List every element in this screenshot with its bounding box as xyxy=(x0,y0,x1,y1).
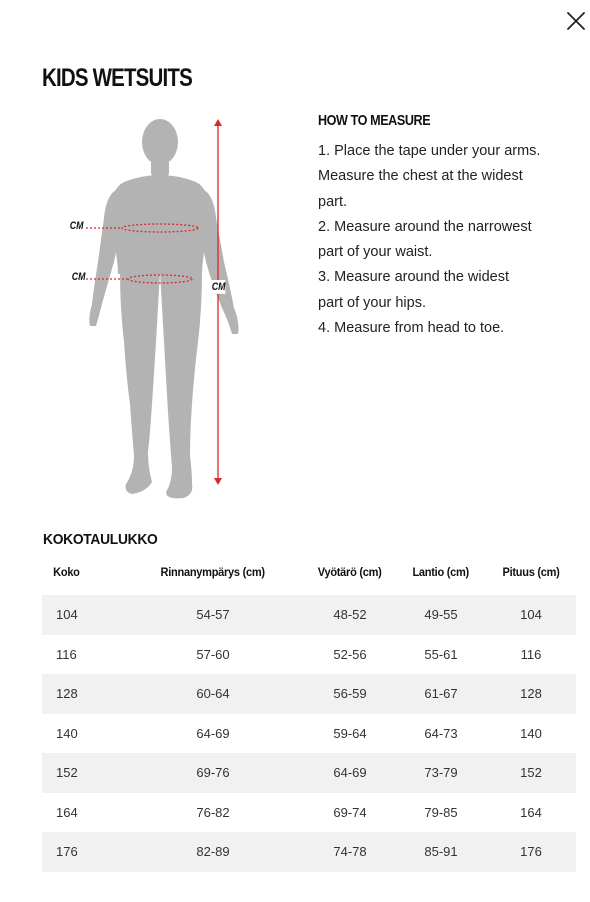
how-to-measure-title: HOW TO MEASURE xyxy=(318,112,431,129)
cell-chest: 64-69 xyxy=(196,725,230,741)
cell-height: 104 xyxy=(486,595,576,635)
chest-cm-label: CM xyxy=(69,220,84,232)
table-row xyxy=(42,635,576,675)
column-header-height: Pituus (cm) xyxy=(502,564,560,579)
cell-size: 128 xyxy=(42,674,122,714)
body-measurement-figure xyxy=(62,112,262,504)
close-button[interactable] xyxy=(564,9,588,33)
cell-height: 164 xyxy=(520,804,542,820)
hip-cm-label: CM xyxy=(71,271,86,283)
cell-waist: 52-56 xyxy=(333,646,367,662)
cell-hip: 64-73 xyxy=(424,725,458,741)
cell-chest: 54-57 xyxy=(122,595,304,635)
table-row xyxy=(42,595,576,635)
cell-waist: 74-78 xyxy=(304,832,396,872)
close-icon xyxy=(564,9,588,33)
page-title: KIDS WETSUITS xyxy=(42,64,192,92)
instruction-line: 3. Measure around the widest xyxy=(318,269,510,286)
cell-size: 116 xyxy=(56,646,77,662)
cell-hip: 79-85 xyxy=(424,804,458,820)
cell-height: 152 xyxy=(486,753,576,793)
instruction-line: part. xyxy=(318,193,348,210)
cell-waist: 48-52 xyxy=(304,595,396,635)
column-header-size: Koko xyxy=(53,564,80,579)
height-cm-label: CM xyxy=(211,281,226,293)
cell-hip: 73-79 xyxy=(396,753,486,793)
cell-size: 164 xyxy=(56,804,78,820)
cell-hip: 49-55 xyxy=(396,595,486,635)
cell-waist: 69-74 xyxy=(333,804,367,820)
cell-chest: 69-76 xyxy=(122,753,304,793)
cell-height: 128 xyxy=(486,674,576,714)
cell-waist: 64-69 xyxy=(304,753,396,793)
how-to-measure-text xyxy=(318,139,563,341)
table-row xyxy=(42,753,576,793)
cell-size: 104 xyxy=(42,595,122,635)
cell-hip: 55-61 xyxy=(424,646,458,662)
table-row xyxy=(42,674,576,714)
cell-height: 116 xyxy=(520,646,542,662)
cell-height: 140 xyxy=(520,725,542,741)
column-header-chest: Rinnanympärys (cm) xyxy=(160,564,266,579)
size-chart-header-row xyxy=(42,553,576,595)
instruction-line: part of your waist. xyxy=(318,244,433,261)
cell-height: 176 xyxy=(486,832,576,872)
size-chart-title: KOKOTAULUKKO xyxy=(43,531,158,548)
table-row xyxy=(42,714,576,754)
cell-hip: 61-67 xyxy=(396,674,486,714)
size-chart-table xyxy=(42,553,576,872)
table-row xyxy=(42,793,576,833)
cell-size: 152 xyxy=(42,753,122,793)
cell-waist: 59-64 xyxy=(333,725,367,741)
instruction-line: 2. Measure around the narrowest xyxy=(318,218,532,235)
body-silhouette-icon xyxy=(62,112,262,504)
cell-waist: 56-59 xyxy=(304,674,396,714)
cell-chest: 82-89 xyxy=(122,832,304,872)
instruction-line: Measure the chest at the widest xyxy=(318,168,523,185)
cell-size: 140 xyxy=(56,725,78,741)
cell-hip: 85-91 xyxy=(396,832,486,872)
cell-size: 176 xyxy=(42,832,122,872)
cell-chest: 57-60 xyxy=(196,646,230,662)
instruction-line: 4. Measure from head to toe. xyxy=(318,320,505,337)
column-header-waist: Vyötärö (cm) xyxy=(318,564,382,579)
cell-chest: 76-82 xyxy=(196,804,230,820)
cell-chest: 60-64 xyxy=(122,674,304,714)
column-header-hip: Lantio (cm) xyxy=(412,564,470,579)
how-to-measure-section xyxy=(318,112,563,341)
instruction-line: part of your hips. xyxy=(318,294,426,311)
instruction-line: 1. Place the tape under your arms. xyxy=(318,143,541,159)
table-row xyxy=(42,832,576,872)
